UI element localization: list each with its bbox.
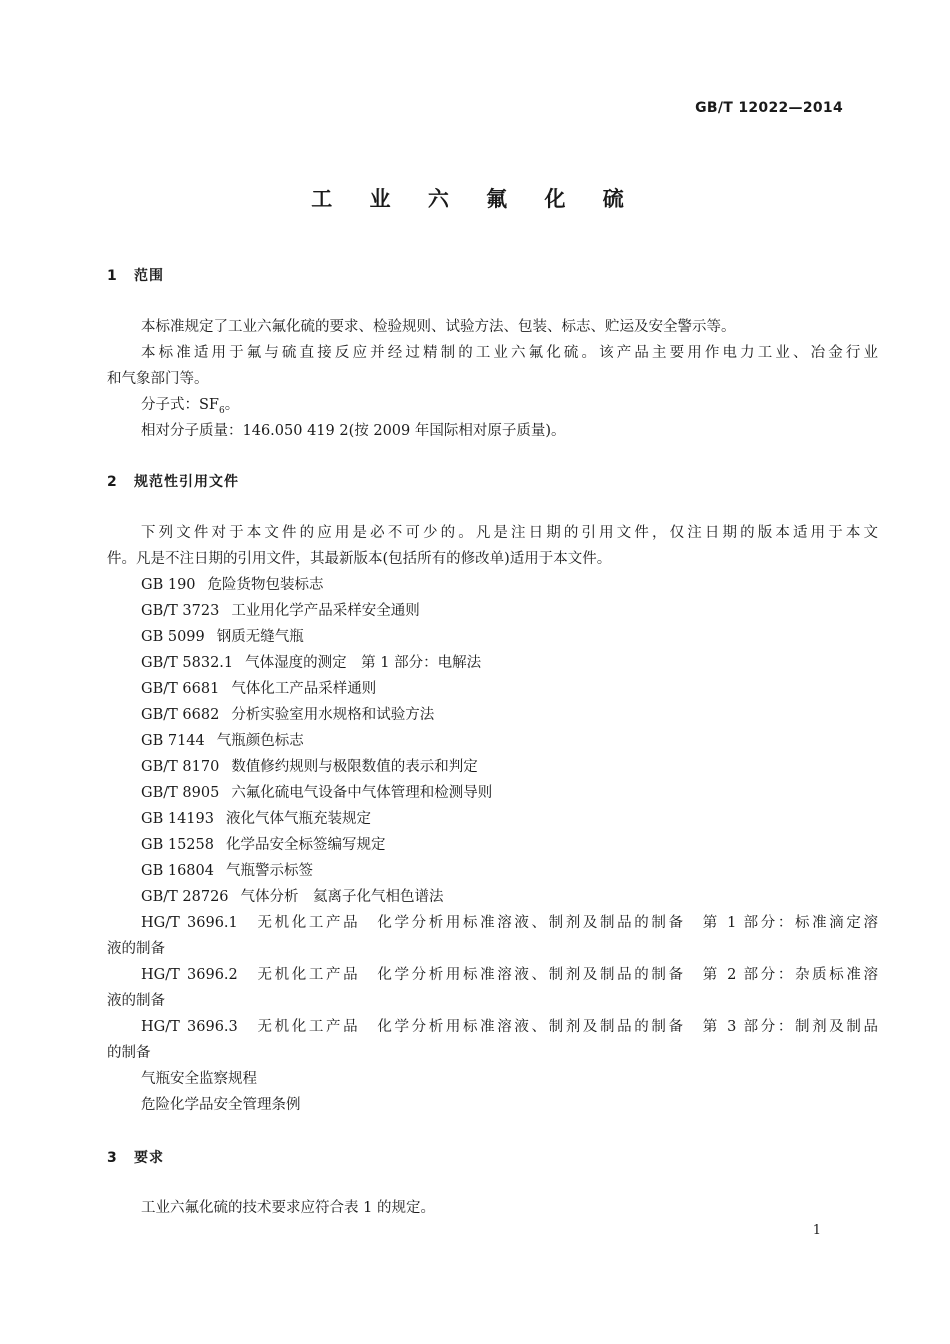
paragraph-line: 件。凡是不注日期的引用文件，其最新版本(包括所有的修改单)适用于本文件。 xyxy=(107,551,612,567)
paragraph-line: 和气象部门等。 xyxy=(107,371,209,387)
paragraph: 本标准规定了工业六氟化硫的要求、检验规则、试验方法、包装、标志、贮运及安全警示等。 xyxy=(141,319,736,335)
reference-code: GB 190 xyxy=(141,577,196,593)
reference-item-line: HG/T 3696.3 无机化工产品 化学分析用标准溶液、制剂及制品的制备 第 3 部分：制剂及制品 xyxy=(141,1019,878,1035)
reference-code: GB 14193 xyxy=(141,811,214,827)
reference-title: 钢质无缝气瓶 xyxy=(216,629,304,645)
regulation-item: 危险化学品安全管理条例 xyxy=(141,1097,301,1113)
reference-item xyxy=(107,651,878,672)
reference-title: 工业用化学产品采样安全通则 xyxy=(231,603,420,619)
reference-item xyxy=(107,781,878,802)
reference-code: GB/T 28726 xyxy=(141,889,229,905)
reference-code: GB 15258 xyxy=(141,837,214,853)
regulation-item: 气瓶安全监察规程 xyxy=(141,1071,257,1087)
reference-code: GB/T 8905 xyxy=(141,785,220,801)
section-title: 规范性引用文件 xyxy=(134,474,239,490)
reference-item xyxy=(107,625,878,646)
section-3-heading xyxy=(107,1147,164,1167)
reference-item xyxy=(107,885,878,906)
reference-code: GB/T 3723 xyxy=(141,603,220,619)
formula-label: 分子式：SF xyxy=(141,397,219,413)
molecular-formula xyxy=(107,393,878,416)
reference-title: 气瓶颜色标志 xyxy=(216,733,304,749)
reference-item-line: 液的制备 xyxy=(107,941,165,957)
paragraph-line: 本标准适用于氟与硫直接反应并经过精制的工业六氟化硫。该产品主要用作电力工业、冶金行业 xyxy=(141,345,878,361)
paragraph-line: 下列文件对于本文件的应用是必不可少的。凡是注日期的引用文件，仅注日期的版本适用于本文 xyxy=(141,525,878,541)
reference-title: 液化气体气瓶充装规定 xyxy=(225,811,371,827)
reference-code: GB/T 6682 xyxy=(141,707,220,723)
paragraph: 工业六氟化硫的技术要求应符合表 1 的规定。 xyxy=(141,1200,435,1216)
reference-item xyxy=(107,599,878,620)
reference-item-line: HG/T 3696.2 无机化工产品 化学分析用标准溶液、制剂及制品的制备 第 2 部分：杂质标准溶 xyxy=(141,967,878,983)
reference-title: 分析实验室用水规格和试验方法 xyxy=(231,707,435,723)
reference-title: 气体湿度的测定 第 1 部分：电解法 xyxy=(245,655,482,671)
reference-item xyxy=(107,573,878,594)
reference-item xyxy=(107,833,878,854)
reference-title: 六氟化硫电气设备中气体管理和检测导则 xyxy=(231,785,493,801)
reference-item xyxy=(107,703,878,724)
document-title: 工 业 六 氟 化 硫 xyxy=(311,187,639,211)
section-number: 3 xyxy=(107,1150,118,1166)
reference-code: GB 7144 xyxy=(141,733,205,749)
page-number: 1 xyxy=(812,1223,821,1238)
reference-code: GB 5099 xyxy=(141,629,205,645)
reference-item xyxy=(107,755,878,776)
reference-code: GB/T 8170 xyxy=(141,759,220,775)
reference-item xyxy=(107,729,878,750)
reference-title: 气体分析 氦离子化气相色谱法 xyxy=(240,889,444,905)
reference-title: 气体化工产品采样通则 xyxy=(231,681,377,697)
formula-subscript: 6 xyxy=(219,405,225,416)
reference-title: 化学品安全标签编写规定 xyxy=(225,837,386,853)
section-number: 2 xyxy=(107,474,118,490)
reference-item xyxy=(107,807,878,828)
reference-code: GB/T 5832.1 xyxy=(141,655,234,671)
molecular-mass: 相对分子质量：146.050 419 2(按 2009 年国际相对原子质量)。 xyxy=(141,423,566,439)
reference-code: GB 16804 xyxy=(141,863,214,879)
formula-end: 。 xyxy=(224,397,240,413)
reference-item xyxy=(107,859,878,880)
reference-title: 气瓶警示标签 xyxy=(225,863,313,879)
reference-item-line: HG/T 3696.1 无机化工产品 化学分析用标准溶液、制剂及制品的制备 第 1 部分：标准滴定溶 xyxy=(141,915,878,931)
reference-item-line: 的制备 xyxy=(107,1045,151,1061)
reference-item xyxy=(107,677,878,698)
section-1-heading xyxy=(107,265,164,285)
section-title: 范围 xyxy=(134,268,164,284)
section-2-heading xyxy=(107,471,239,491)
standard-code: GB/T 12022—2014 xyxy=(695,100,843,116)
section-number: 1 xyxy=(107,268,118,284)
reference-item-line: 液的制备 xyxy=(107,993,165,1009)
section-title: 要求 xyxy=(134,1150,164,1166)
reference-title: 数值修约规则与极限数值的表示和判定 xyxy=(231,759,478,775)
reference-title: 危险货物包装标志 xyxy=(207,577,324,593)
reference-code: GB/T 6681 xyxy=(141,681,220,697)
